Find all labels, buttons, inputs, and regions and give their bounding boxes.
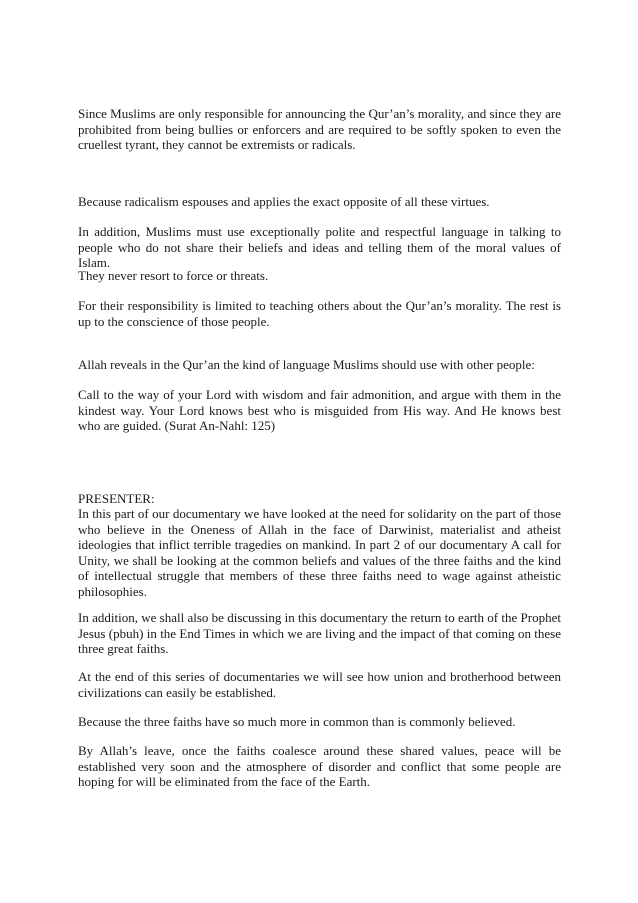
paragraph-documentary-part: In this part of our documentary we have looked at the need for solidarity on the part of those who believe in the Oneness of Allah in the face of Darwinist, materialist and atheist ideologies that inflict terrible tragedies on mankind. In part 2 of our documentary A call for Unity, we shall be looking at the common beliefs and values of the three faiths and the kind of intellectual struggle that members of these three faiths need to wage against atheistic philosophies.	[78, 506, 561, 599]
paragraph-muslims-responsibility: Since Muslims are only responsible for announcing the Qur’an’s morality, and since they are prohibited from being bullies or enforcers and are required to be softly spoken to even the cruellest tyrant, they cannot be extremists or radicals.	[78, 106, 561, 153]
paragraph-three-faiths-common: Because the three faiths have so much more in common than is commonly believed.	[78, 714, 516, 729]
paragraph-union-brotherhood: At the end of this series of documentaries we will see how union and brotherhood between civilizations can easily be established.	[78, 669, 561, 700]
paragraph-peace-established: By Allah’s leave, once the faiths coalesce around these shared values, peace will be established very soon and the atmosphere of disorder and conflict that some people are hoping for will be eliminated from the face of the Earth.	[78, 743, 561, 790]
paragraph-no-force: They never resort to force or threats.	[78, 268, 269, 283]
paragraph-quran-quote: Call to the way of your Lord with wisdom and fair admonition, and argue with them in the kindest way. Your Lord knows best who is misguided from His way. And He knows best who are guided. (Surat An-Nahl: 125)	[78, 387, 561, 434]
presenter-label: PRESENTER:	[78, 491, 155, 506]
paragraph-polite-language: In addition, Muslims must use exceptionally polite and respectful language in talking to people who do not share their beliefs and ideas and telling them of the moral values of Islam.	[78, 224, 561, 271]
paragraph-radicalism: Because radicalism espouses and applies the exact opposite of all these virtues.	[78, 194, 490, 209]
paragraph-responsibility-limited: For their responsibility is limited to teaching others about the Qur’an’s morality. The rest is up to the conscience of those people.	[78, 298, 561, 329]
paragraph-prophet-jesus: In addition, we shall also be discussing in this documentary the return to earth of the Prophet Jesus (pbuh) in the End Times in which we are living and the impact of that coming on these three great faiths.	[78, 610, 561, 657]
paragraph-allah-reveals: Allah reveals in the Qur’an the kind of language Muslims should use with other people:	[78, 357, 535, 372]
